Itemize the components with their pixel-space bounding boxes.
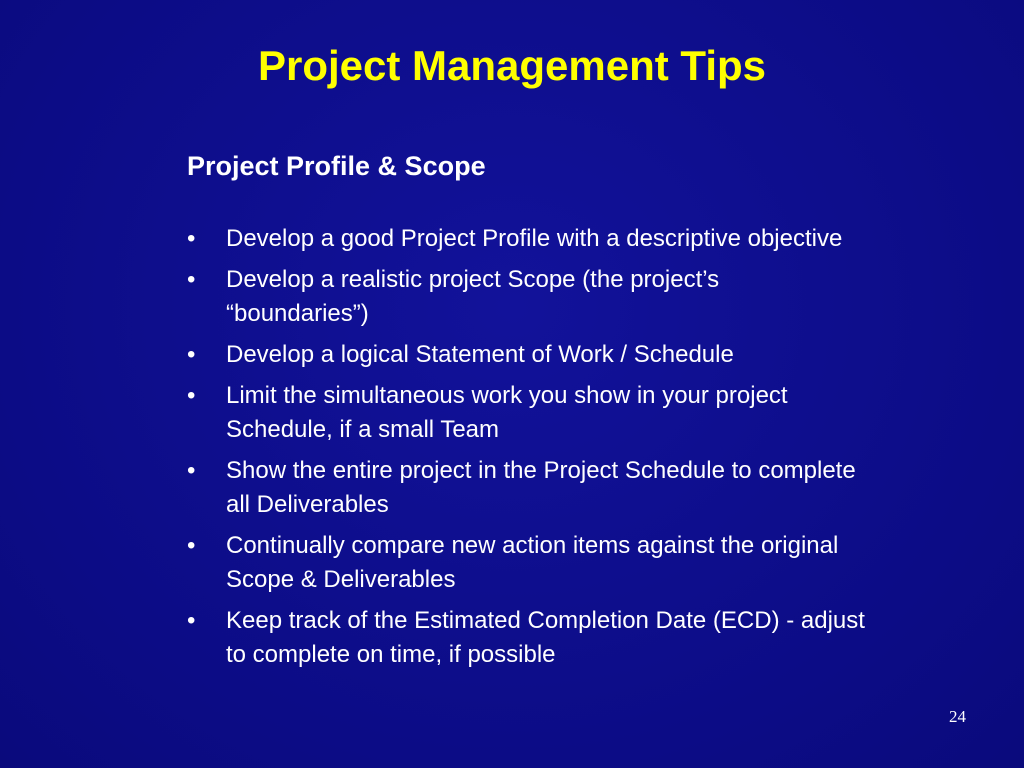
page-number: 24 [949, 707, 966, 726]
bullet-icon: • [187, 532, 196, 559]
bullet-text: Continually compare new action items against the original Scope & Deliverables [226, 532, 839, 593]
bullet-text: Limit the simultaneous work you show in your project Schedule, if a small Team [226, 382, 788, 443]
bullet-text: Develop a realistic project Scope (the project’s “boundaries”) [226, 266, 720, 327]
bullet-item [187, 338, 867, 372]
section-subtitle: Project Profile & Scope [187, 151, 486, 181]
bullet-text: Develop a logical Statement of Work / Schedule [226, 341, 734, 368]
bullet-text: Develop a good Project Profile with a descriptive objective [226, 225, 843, 252]
bullet-icon: • [187, 382, 196, 409]
bullet-item [187, 604, 867, 672]
bullet-icon: • [187, 225, 196, 252]
bullet-item [187, 222, 867, 256]
bullet-item [187, 263, 867, 331]
bullet-list [187, 222, 867, 679]
bullet-icon: • [187, 607, 196, 634]
slide-title: Project Management Tips [257, 42, 767, 89]
bullet-item [187, 454, 867, 522]
bullet-icon: • [187, 457, 196, 484]
bullet-icon: • [187, 266, 196, 293]
bullet-item [187, 529, 867, 597]
bullet-icon: • [187, 341, 196, 368]
bullet-item [187, 379, 867, 447]
bullet-text: Keep track of the Estimated Completion Date (ECD) - adjust to complete on time, if possible [226, 607, 865, 668]
bullet-text: Show the entire project in the Project Schedule to complete all Deliverables [226, 457, 856, 518]
